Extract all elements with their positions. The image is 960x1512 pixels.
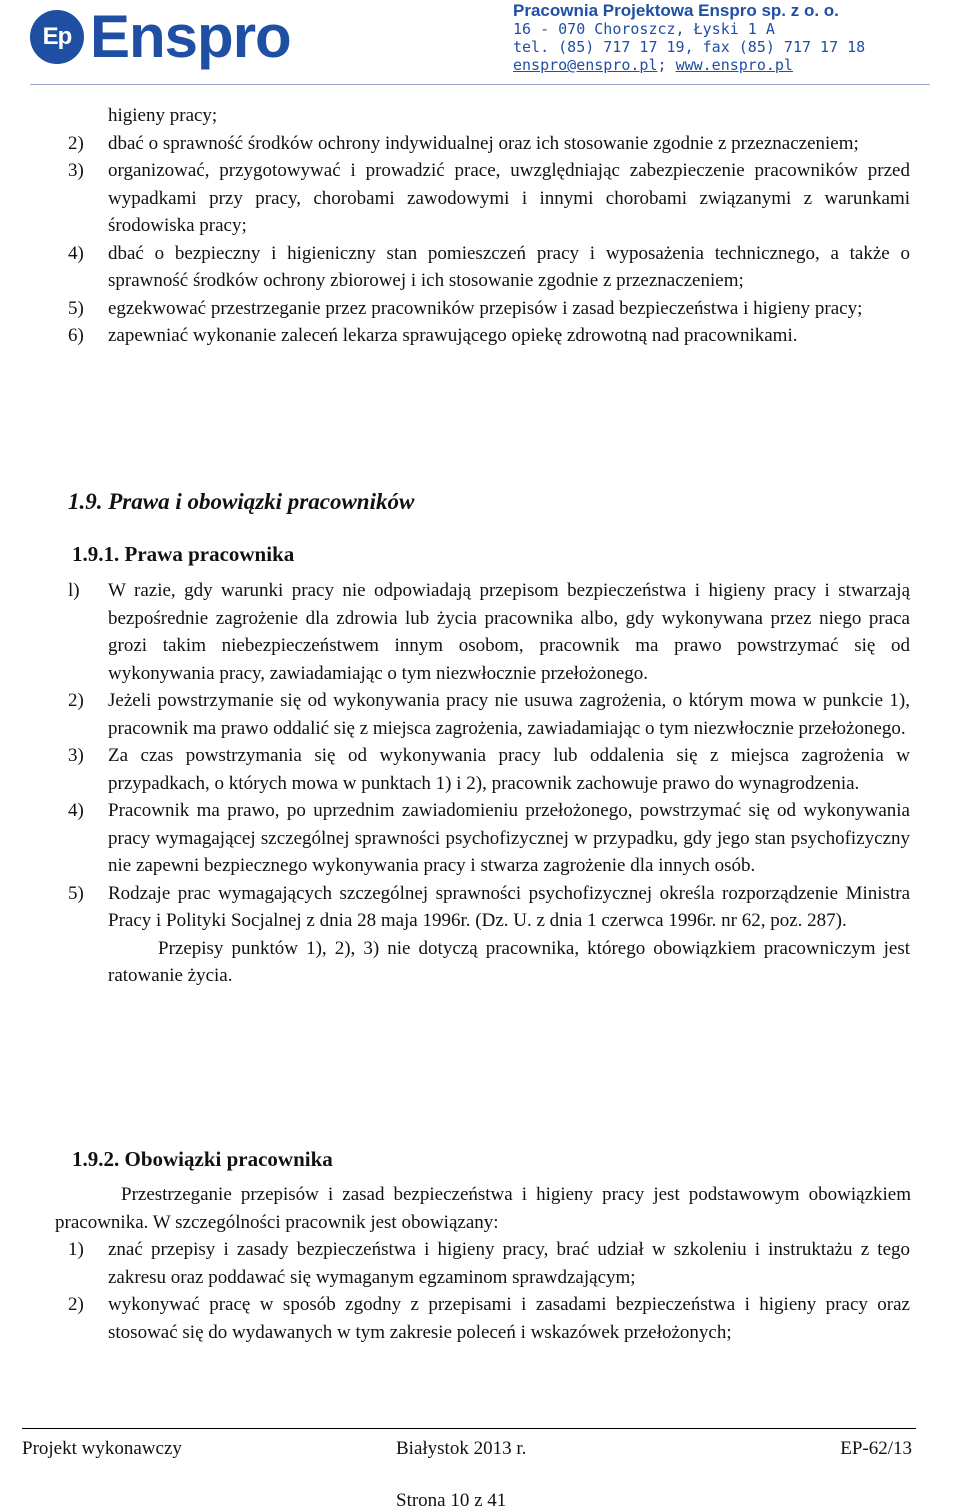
list-number: 6) [68, 325, 84, 346]
list-number: 1) [68, 1239, 84, 1260]
subsection-heading: 1.9.1. Prawa pracownika [72, 542, 295, 566]
subsection-heading: 1.9.2. Obowiązki pracownika [72, 1147, 333, 1171]
list-item [68, 240, 910, 295]
list-item [68, 797, 910, 880]
list-text: znać przepisy i zasady bezpieczeństwa i higieny pracy, brać udział w szkoleniu i instruktażu z tego zakresu oraz poddawać się wymaganym egzaminom sprawdzającym; [108, 1239, 910, 1288]
contact-separator: ; [657, 56, 667, 74]
page-number: Strona 10 z 41 [396, 1490, 507, 1511]
list-text: Rodzaje prac wymagających szczególnej sprawności psychofizycznej określa rozporządzenie Ministra Pracy i Polityki Socjalnej z dnia 28 maja 1996r. (Dz. U. z dnia 1 czerwca 1996r. nr 62, poz. 287). [108, 882, 910, 931]
footer-divider [22, 1428, 916, 1429]
employer-duties-list [68, 102, 910, 350]
page-footer [0, 1428, 960, 1512]
list-number: 3) [68, 745, 84, 766]
company-contacts [513, 56, 943, 74]
email-link[interactable]: enspro@enspro.pl [513, 56, 658, 74]
list-number: 2) [68, 1294, 84, 1315]
list-number: 2) [68, 690, 84, 711]
company-phone: tel. (85) 717 17 19, fax (85) 717 17 18 [513, 38, 866, 56]
duties-intro: Przestrzeganie przepisów i zasad bezpieczeństwa i higieny pracy jest podstawowym obowiązkiem pracownika. W szczególności pracownik jest obowiązany: [55, 1184, 911, 1233]
list-item [68, 295, 910, 323]
company-name: Pracownia Projektowa Enspro sp. z o. o. [513, 1, 839, 20]
list-item [68, 880, 910, 935]
list-number: 5) [68, 297, 84, 319]
list-item [68, 577, 910, 687]
website-link[interactable]: www.enspro.pl [675, 56, 793, 74]
list-item [68, 130, 910, 158]
company-address: 16 - 070 Choroszcz, Łyski 1 A [513, 20, 775, 38]
list-number: 5) [68, 882, 84, 904]
section-heading: 1.9. Prawa i obowiązki pracowników [68, 489, 415, 514]
footer-doc-number: EP-62/13 [840, 1438, 912, 1459]
page-header [0, 0, 960, 90]
company-info [513, 2, 943, 74]
footer-project: Projekt wykonawczy [22, 1438, 182, 1459]
list-continuation: higieny pracy; [108, 105, 218, 126]
list-item [68, 157, 910, 240]
footer-place-date: Białystok 2013 r. [396, 1438, 527, 1459]
list-text: zapewniać wykonanie zaleceń lekarza sprawującego opiekę zdrowotną nad pracownikami. [108, 325, 798, 346]
list-text: Pracownik ma prawo, po uprzednim zawiadomieniu przełożonego, powstrzymać się od wykonywania pracy wymagającej szczególnej sprawności psychofizycznej w przypadku, gdy jego stan psychofizyczny nie zapewni bezpiecznego wykonywania pracy i stwarza zagrożenie dla innych osób. [108, 800, 910, 876]
list-text: dbać o bezpieczny i higieniczny stan pomieszczeń pracy i wyposażenia technicznego, a także o sprawność środków ochrony zbiorowej i ich stosowanie zgodnie z przeznaczeniem; [108, 242, 910, 291]
list-item [68, 1236, 910, 1291]
list-number: l) [68, 580, 80, 601]
list-text: dbać o sprawność środków ochrony indywidualnej oraz ich stosowanie zgodnie z przeznaczeniem; [108, 132, 859, 154]
list-number: 4) [68, 800, 84, 821]
list-item [68, 687, 910, 742]
list-text: egzekwować przestrzeganie przez pracowników przepisów i zasad bezpieczeństwa i higieny pracy; [108, 297, 863, 319]
list-text: W razie, gdy warunki pracy nie odpowiadają przepisom bezpieczeństwa i higieny pracy i stwarzają bezpośrednie zagrożenie dla zdrowia lub życia pracownika albo, gdy wykonywana przez niego praca grozi takim niebezpieczeństwem innym osobom, pracownik ma prawo powstrzymać się od wykonywania pracy, zawiadamiając o tym niezwłocznie przełożonego. [108, 580, 910, 684]
list-number: 2) [68, 132, 84, 154]
list-text: Za czas powstrzymania się od wykonywania pracy lub oddalenia się z miejsca zagrożenia w przypadkach, o których mowa w punktach 1) i 2), pracownik zachowuje prawo do wynagrodzenia. [108, 745, 910, 794]
list-number: 3) [68, 160, 84, 181]
list-text: Jeżeli powstrzymanie się od wykonywania pracy nie usuwa zagrożenia, o którym mowa w punkcie 1), pracownik ma prawo oddalić się z miejsca zagrożenia, zawiadamiając o tym niezwłocznie przełożonego. [108, 690, 910, 739]
list-item [68, 742, 910, 797]
rights-note: Przepisy punktów 1), 2), 3) nie dotyczą pracownika, którego obowiązkiem pracowniczym jest ratowanie życia. [108, 937, 910, 986]
header-divider [30, 84, 930, 85]
enspro-logo [30, 3, 291, 70]
list-item [68, 322, 910, 350]
list-number: 4) [68, 242, 84, 264]
logo-text: Enspro [90, 3, 291, 70]
employee-rights-list [68, 577, 910, 990]
employee-duties-list [68, 1236, 910, 1346]
list-text: organizować, przygotowywać i prowadzić prace, uwzględniając zabezpieczenie pracowników przed wypadkami przy pracy, chorobami zawodowymi i innymi chorobami związanymi z warunkami środowiska pracy; [108, 160, 910, 236]
logo-mark: Ep [30, 10, 84, 64]
list-item [68, 1291, 910, 1346]
list-text: wykonywać pracę w sposób zgodny z przepisami i zasadami bezpieczeństwa i higieny pracy oraz stosować się do wydawanych w tym zakresie poleceń i wskazówek przełożonych; [108, 1294, 910, 1343]
